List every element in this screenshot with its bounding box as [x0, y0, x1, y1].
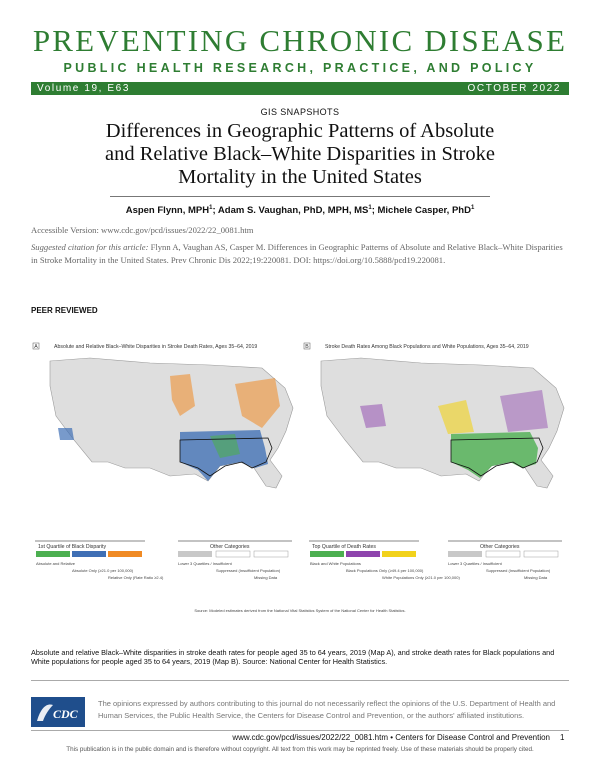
map-a-other-swatch [178, 551, 212, 557]
title-line-3: Mortality in the United States [178, 166, 422, 188]
figure-caption: Absolute and relative Black–White disparities in stroke death rates for people aged 35 to 64 years, 2019 (Map A), and stroke death rates for Black populations and White populations for people aged 35 to 64 years, 2019 (Map B). Source: National Center for Health Statistics. [31, 648, 555, 667]
map-b-other-label: Lower 3 Quartiles / Insufficient [448, 561, 502, 566]
section-label: GIS SNAPSHOTS [260, 107, 340, 117]
map-a-legend-swatch [36, 551, 70, 557]
disclaimer-text: The opinions expressed by authors contributing to this journal do not necessarily reflect the opinions of the U.S. Department of Health and Human Services, the Public Health Service, the Centers for Disease Control and Prevention, or the authors' affiliated institutions. [98, 699, 556, 720]
map-a-other-title: Other Categories [210, 544, 250, 550]
suggested-citation [31, 241, 569, 266]
author-name: Adam S. Vaughan, PhD, MPH, MS [217, 205, 369, 217]
map-a-west-blue [58, 428, 74, 440]
map-a-other-swatch [216, 551, 250, 557]
map-b-label: B [305, 344, 309, 350]
author-list: Aspen Flynn, MPH$^1$; Adam S. Vaughan, PhD, MPH, $MS^1$; Michele Casper, PhD$^1$ [125, 205, 475, 217]
map-b-other-label: Suppressed (Insufficient Population) [486, 568, 551, 573]
map-b-legend-swatch [310, 551, 344, 557]
map-a [33, 343, 293, 580]
map-a-other-label: Lower 3 Quartiles / Insufficient [178, 561, 232, 566]
map-a-label: A [34, 344, 38, 350]
article-title [40, 120, 560, 189]
map-b-other-label: Missing Data [524, 575, 548, 580]
volume-label: Volume 19, E63 [37, 83, 131, 94]
author-name: Michele Casper, PhD [377, 205, 471, 217]
author-affiliation: 1 [470, 205, 475, 211]
map-a-legend-label: Absolute Only (≥21.0 per 100,000) [72, 568, 134, 573]
map-a-legend-swatch [72, 551, 106, 557]
issue-bar [31, 82, 569, 95]
citation-label: Suggested citation for this article: [31, 242, 149, 252]
map-a-other-swatch [254, 551, 288, 557]
title-divider [110, 196, 490, 197]
map-a-other-label: Suppressed (Insufficient Population) [216, 568, 281, 573]
journal-masthead: PREVENTING CHRONIC DISEASE [32, 23, 568, 58]
map-b-legend-label: Black Populations Only (≥49.4 per 100,000) [346, 568, 424, 573]
title-line-2: and Relative Black–White Disparities in Stroke [105, 143, 495, 165]
map-b-other-title: Other Categories [480, 544, 520, 550]
map-b-legend-swatch [346, 551, 380, 557]
map-b-other-swatch [486, 551, 520, 557]
author-affiliation: 1 [209, 205, 213, 211]
issue-date: OCTOBER 2022 [467, 83, 561, 94]
map-b-east-purple [500, 390, 548, 432]
public-domain-notice: This publication is in the public domain and is therefore without copyright. All text from this work may be reprinted freely. Use of these materials should be properly cited. [66, 746, 534, 753]
map-b-legend-label: White Populations Only (≥21.0 per 100,000) [382, 575, 460, 580]
cdc-logo-text: CDC [53, 707, 78, 721]
map-b-legend-label: Black and White Populations [310, 561, 361, 566]
map-b-legend-swatch [382, 551, 416, 557]
peer-reviewed-label: PEER REVIEWED [31, 306, 98, 315]
map-a-legend-swatch [108, 551, 142, 557]
map-b-other-swatch [448, 551, 482, 557]
map-a-legend-title: 1st Quartile of Black Disparity [38, 544, 107, 550]
figure-maps [30, 336, 570, 620]
map-a-legend-label: Relative Only (Rate Ratio ≥2.4) [108, 575, 164, 580]
map-b-legend-title: Top Quartile of Death Rates [312, 544, 377, 550]
map-b [304, 343, 564, 580]
citation-text: Flynn A, Vaughan AS, Casper M. Differences in Geographic Patterns of Absolute and Relative Black–White Disparities in Stroke Mortality in the United States. Prev Chronic Dis 2022;19:220081. DOI: https://doi.org/10.5888/pcd19.220081. [31, 242, 563, 265]
map-b-other-swatch [524, 551, 558, 557]
page-number: 1 [560, 733, 565, 742]
map-a-legend-label: Absolute and Relative [36, 561, 75, 566]
caption-divider [31, 680, 569, 681]
map-a-title: Absolute and Relative Black–White Disparities in Stroke Death Rates, Ages 35–64, 2019 [54, 344, 258, 350]
title-line-1: Differences in Geographic Patterns of Absolute [105, 120, 495, 142]
accessible-version-link[interactable]: Accessible Version: www.cdc.gov/pcd/issues/2022/22_0081.htm [31, 225, 254, 235]
map-a-other-label: Missing Data [254, 575, 278, 580]
cdc-logo [31, 697, 85, 727]
footer-url-line[interactable]: www.cdc.gov/pcd/issues/2022/22_0081.htm • Centers for Disease Control and Prevention [232, 733, 550, 742]
figure-source-note: Source: Modeled estimates derived from the National Vital Statistics System of the National Center for Health Statistics. [194, 608, 406, 613]
journal-tagline: PUBLIC HEALTH RESEARCH, PRACTICE, AND POLICY [63, 61, 537, 75]
author-name: Aspen Flynn, MPH [125, 205, 210, 217]
author-affiliation: 1 [368, 205, 372, 211]
map-b-title: Stroke Death Rates Among Black Populations and White Populations, Ages 35–64, 2019 [325, 344, 529, 350]
footer-divider [31, 730, 569, 731]
